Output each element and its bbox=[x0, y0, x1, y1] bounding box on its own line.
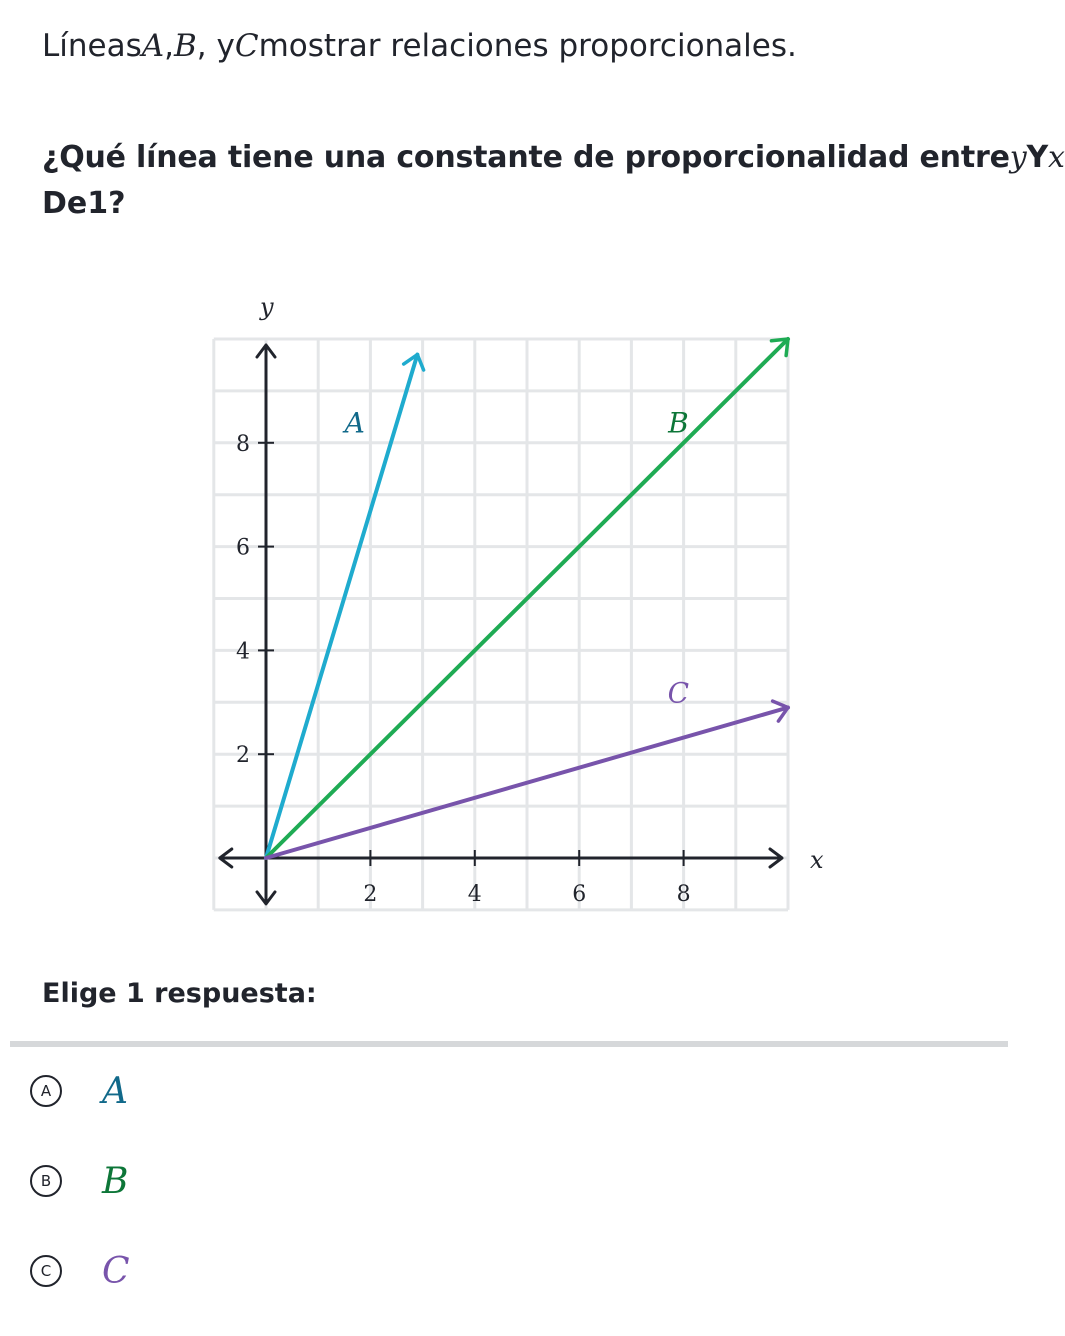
x-tick-label: 2 bbox=[363, 882, 378, 907]
y-tick-label: 6 bbox=[236, 535, 250, 561]
math-var-x: x bbox=[1048, 140, 1065, 175]
choice-a-radio[interactable]: A bbox=[30, 1075, 62, 1107]
question-conj: Y bbox=[1026, 140, 1048, 175]
series-label-c: C bbox=[667, 676, 690, 710]
x-tick-label: 8 bbox=[676, 882, 691, 907]
choice-a-label: A bbox=[102, 1070, 128, 1112]
answer-prompt: Elige 1 respuesta: bbox=[42, 978, 317, 1009]
choice-b[interactable] bbox=[30, 1156, 128, 1206]
x-tick-label: 6 bbox=[572, 882, 587, 907]
y-tick-label: 8 bbox=[236, 431, 250, 457]
choice-c-label: C bbox=[102, 1250, 130, 1292]
math-line-c: C bbox=[234, 28, 259, 64]
y-axis-label: y bbox=[260, 293, 274, 321]
choice-c-radio[interactable]: C bbox=[30, 1255, 62, 1287]
intro-text bbox=[42, 28, 797, 64]
intro-comma: , bbox=[164, 28, 175, 64]
intro-prefix: Líneas bbox=[42, 28, 142, 64]
question-end: ? bbox=[108, 186, 126, 221]
question-de: De bbox=[42, 186, 88, 221]
choice-c[interactable] bbox=[30, 1246, 130, 1296]
math-line-a: A bbox=[141, 28, 165, 64]
math-var-y: y bbox=[1009, 140, 1027, 175]
question-text-cont bbox=[42, 186, 126, 221]
choice-a[interactable] bbox=[30, 1066, 128, 1116]
intro-and: , y bbox=[196, 28, 235, 64]
question-text bbox=[42, 140, 1065, 175]
x-axis-label: x bbox=[810, 846, 824, 874]
series-label-b: B bbox=[668, 406, 689, 440]
choice-b-radio[interactable]: B bbox=[30, 1165, 62, 1197]
x-tick-label: 4 bbox=[467, 882, 482, 907]
question-prefix: ¿Qué línea tiene una constante de proporcionalidad entre bbox=[42, 140, 1010, 175]
y-tick-label: 4 bbox=[236, 639, 250, 665]
divider bbox=[10, 1041, 1008, 1047]
choice-b-label: B bbox=[102, 1160, 129, 1202]
question-value: 1 bbox=[87, 186, 109, 221]
series-label-a: A bbox=[344, 406, 365, 440]
proportional-lines-chart bbox=[190, 290, 840, 930]
y-tick-label: 2 bbox=[236, 743, 250, 769]
intro-suffix: mostrar relaciones proporcionales. bbox=[258, 28, 797, 64]
math-line-b: B bbox=[174, 28, 197, 64]
